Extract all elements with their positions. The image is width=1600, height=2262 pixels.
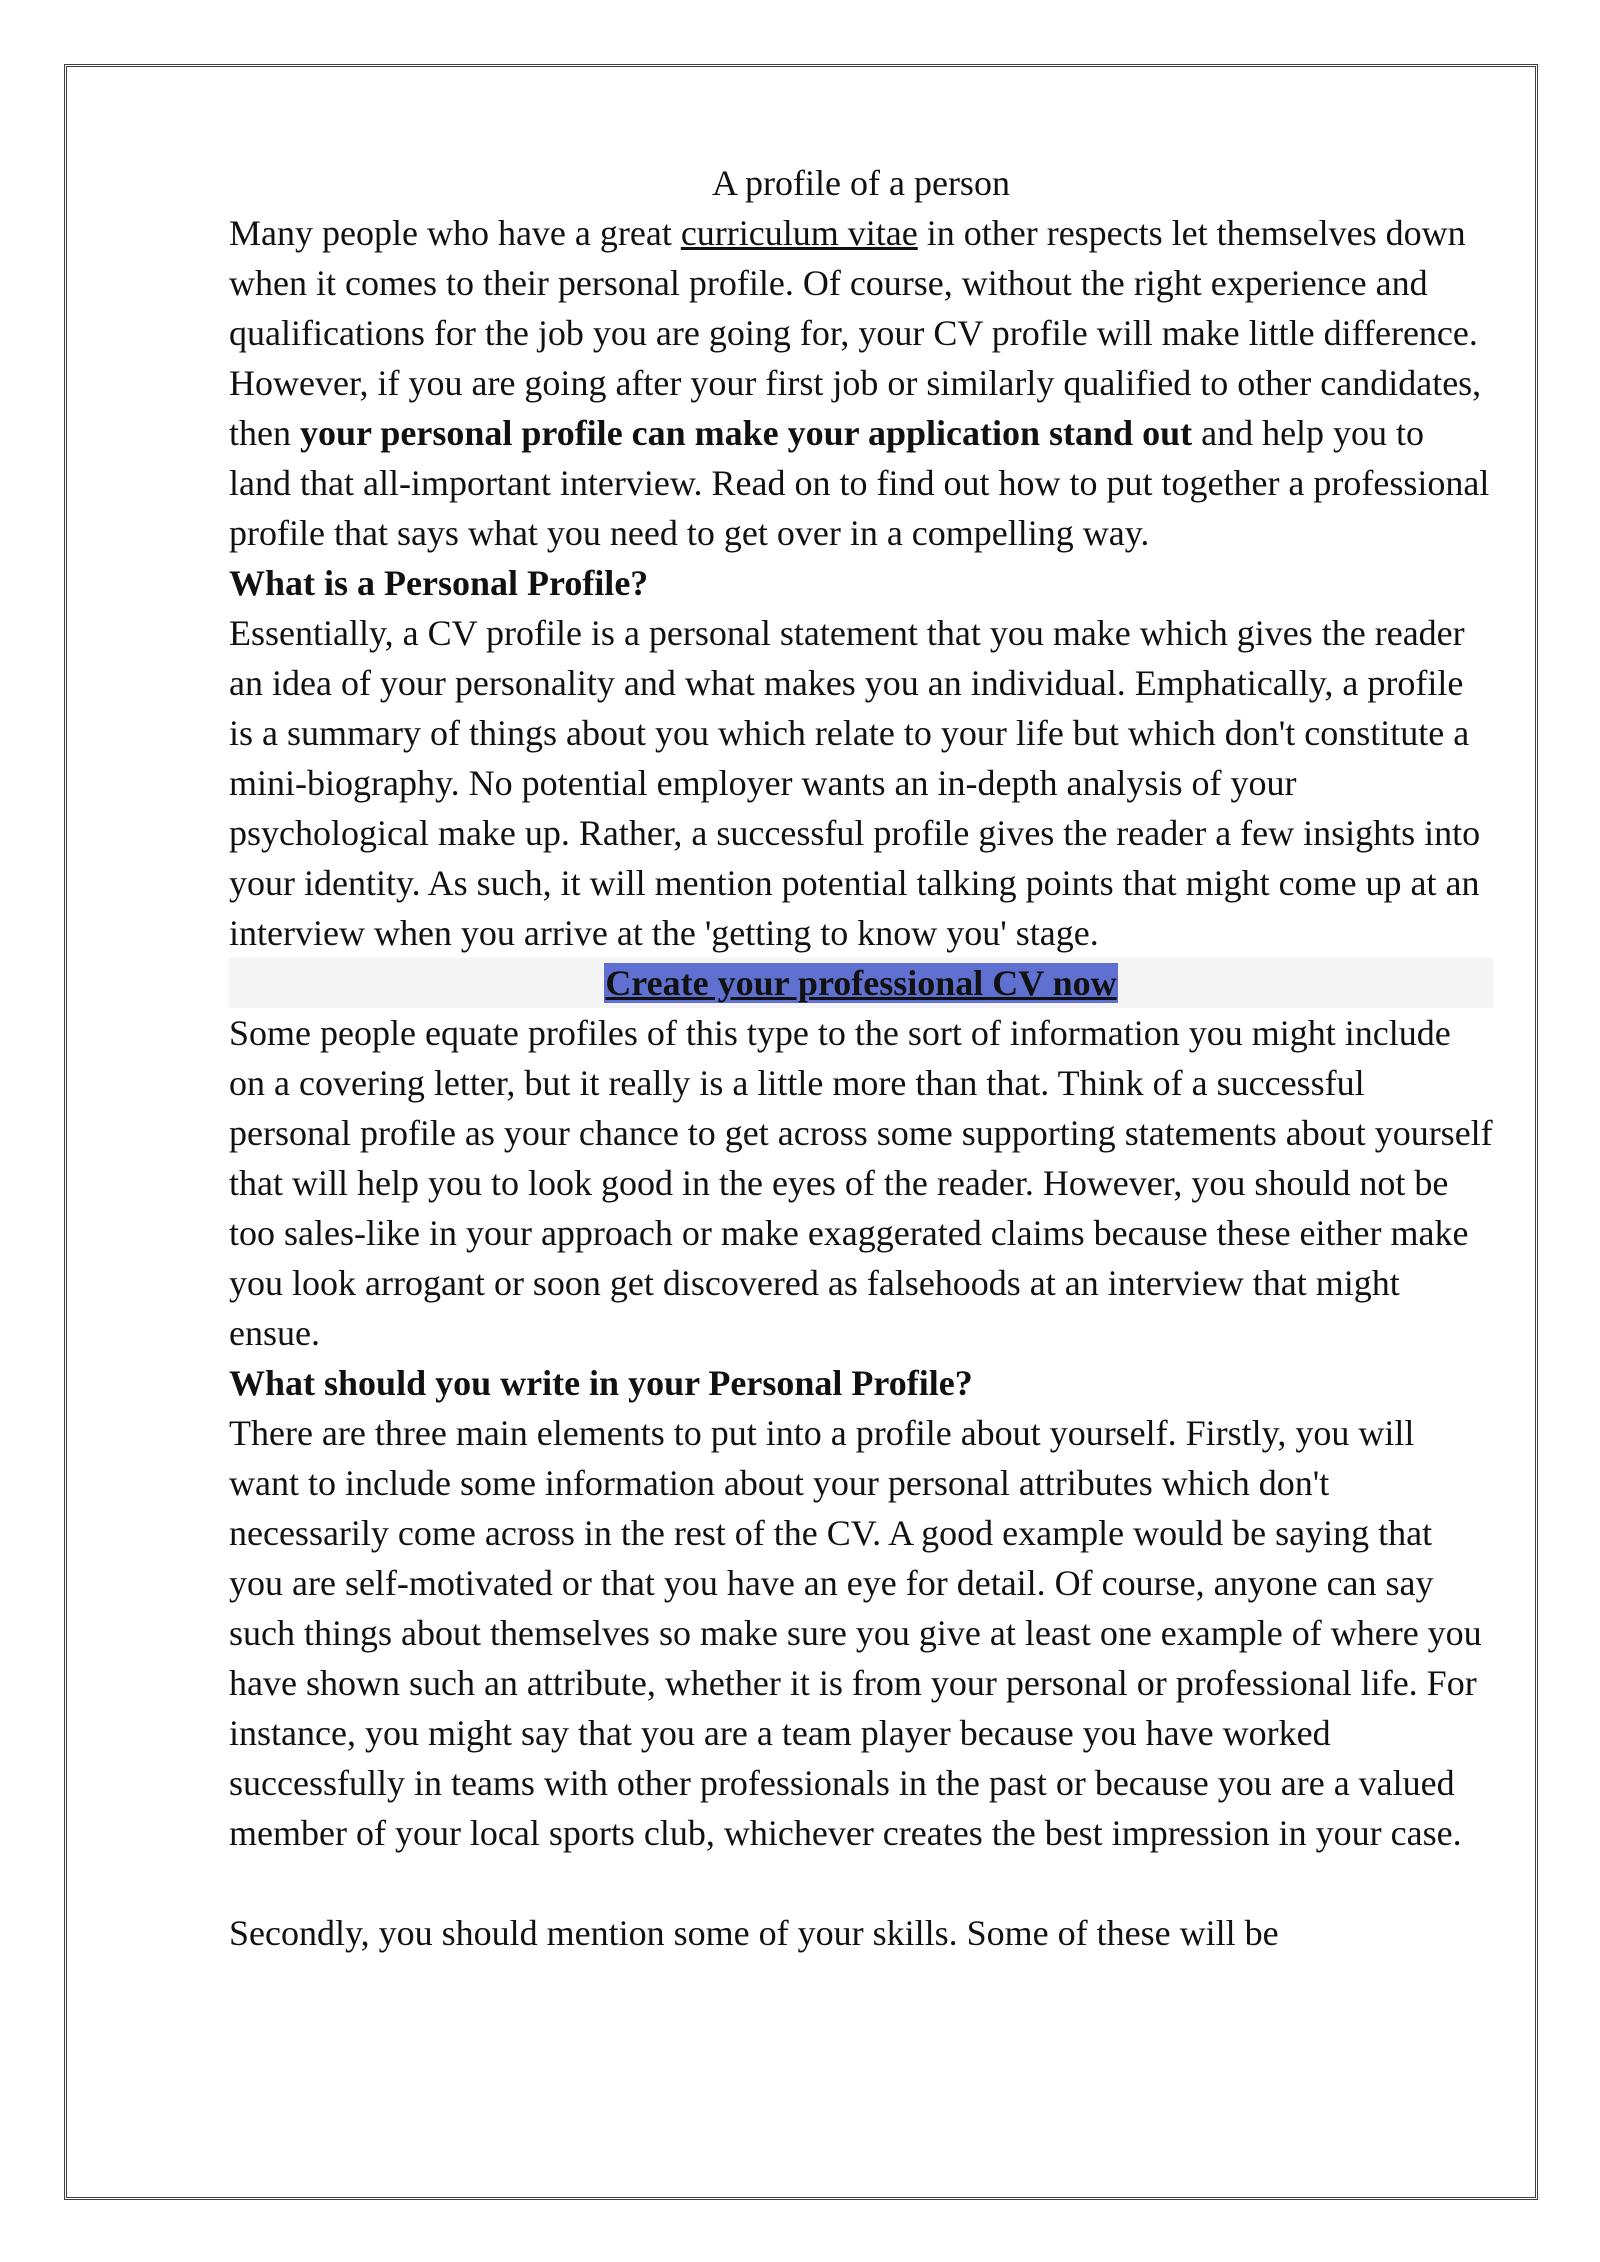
intro-text-start: Many people who have a great [229,213,681,253]
paragraph-3: Secondly, you should mention some of your skills. Some of these will be [229,1913,1279,1953]
document-title: A profile of a person [712,163,1010,203]
section2-paragraph: There are three main elements to put into a profile about yourself. Firstly, you will want to include some information about your personal attributes which don't necessarily come across in the rest of the CV. A good example would be saying that you are self-motivated or that you have an eye for detail. Of course, anyone can say such things about themselves so make sure you give at least one example of where you have shown such an attribute, whether it is from your personal or professional life. For instance, you might say that you are a team player because you have worked successfully in teams with other professionals in the past or because you are a valued member of your local sports club, whichever creates the best impression in your case. [229,1413,1482,1853]
intro-text-end: and help you to land that all-important interview. Read on to find out how to put together a professional profile that says what you need to get over in a compelling way. [229,413,1490,553]
create-cv-link[interactable]: Create your professional CV now [605,963,1117,1003]
intro-paragraph [229,208,1493,558]
section-heading-what-to-write: What should you write in your Personal Profile? [229,1363,973,1403]
cta-bar [229,958,1493,1008]
intro-text-middle: in other respects let themselves down when it comes to their personal profile. Of course, without the right experience and qualifications for the job you are going for, your CV profile will make little difference. However, if you are going after your first job or similarly qualified to other candidates, then [229,213,1482,453]
section1-paragraph: Essentially, a CV profile is a personal statement that you make which gives the reader an idea of your personality and what makes you an individual. Emphatically, a profile is a summary of things about you which relate to your life but which don't constitute a mini-biography. No potential employer wants an in-depth analysis of your psychological make up. Rather, a successful profile gives the reader a few insights into your identity. As such, it will mention potential talking points that might come up at an interview when you arrive at the 'getting to know you' stage. [229,613,1481,953]
curriculum-vitae-link[interactable]: curriculum vitae [680,213,918,253]
section-heading-what-is-profile: What is a Personal Profile? [229,563,649,603]
paragraph-spacer [229,1858,1493,1908]
intro-bold-text: your personal profile can make your application stand out [299,413,1193,453]
document-body [229,158,1493,1958]
paragraph-2: Some people equate profiles of this type to the sort of information you might include on a covering letter, but it really is a little more than that. Think of a successful personal profile as your chance to get across some supporting statements about yourself that will help you to look good in the eyes of the reader. However, you should not be too sales-like in your approach or make exaggerated claims because these either make you look arrogant or soon get discovered as falsehoods at an interview that might ensue. [229,1013,1493,1353]
